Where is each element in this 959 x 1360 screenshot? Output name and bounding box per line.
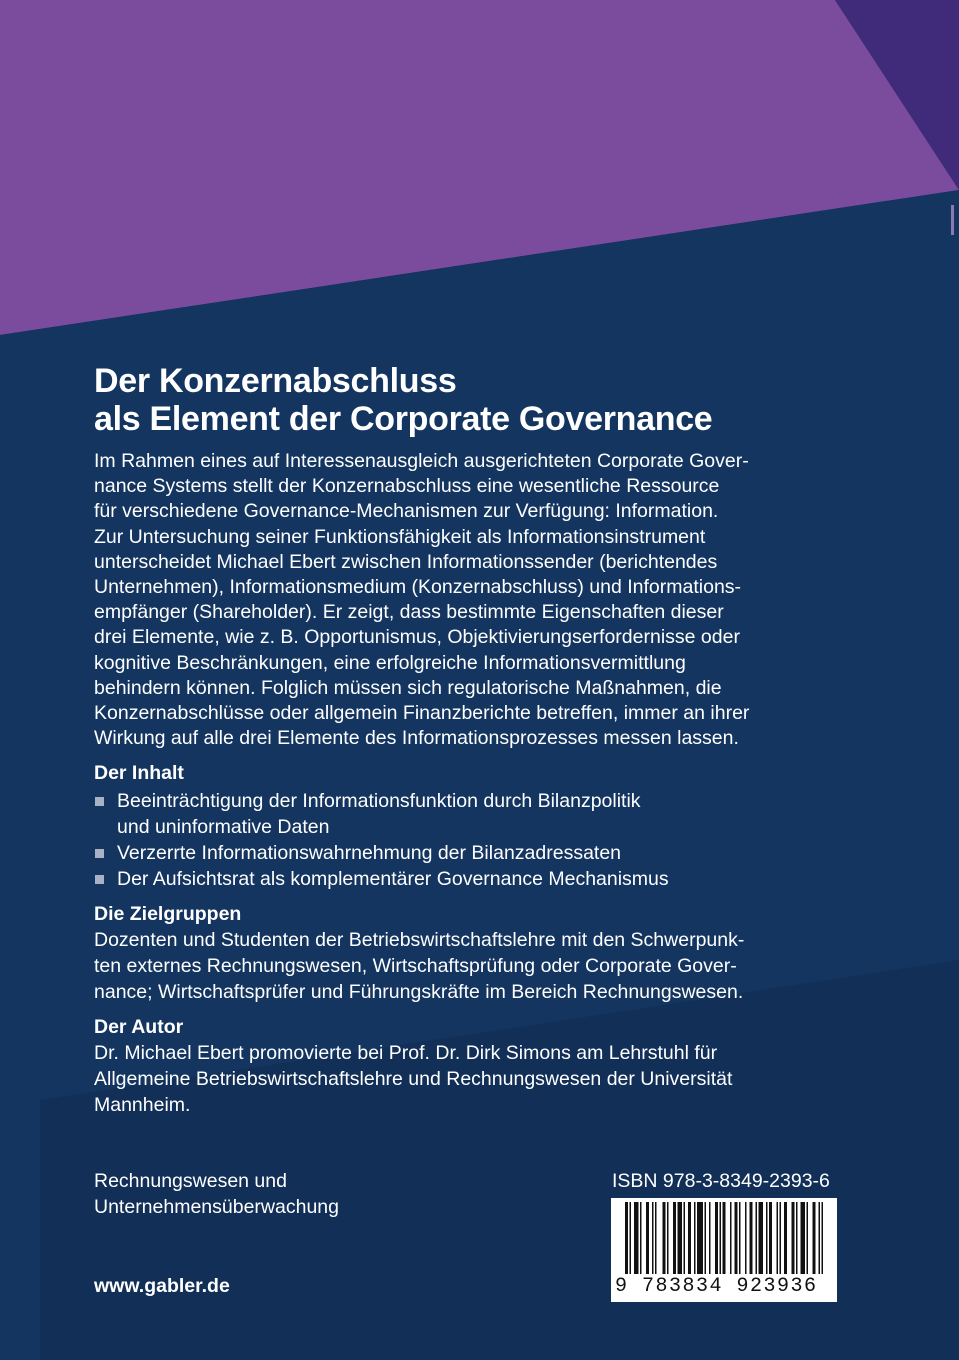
autor-line: Dr. Michael Ebert promovierte bei Prof. Dr. Dirk Simons am Lehrstuhl für: [94, 1042, 718, 1065]
barcode-bar: [723, 1202, 726, 1274]
intro-line: empfänger (Shareholder). Er zeigt, dass bestimmte Eigenschaften dieser: [94, 601, 724, 624]
list-item-text: und uninformative Daten: [117, 816, 330, 839]
barcode-bar: [684, 1202, 686, 1274]
barcode-bar: [750, 1202, 753, 1274]
list-item-text: Beeinträchtigung der Informationsfunktion durch Bilanzpolitik: [117, 790, 641, 813]
barcode-bar: [801, 1202, 806, 1274]
edge-mark: [951, 205, 954, 235]
back-cover-text: [94, 362, 846, 1118]
intro-line: kognitive Beschränkungen, eine erfolgreiche Informationsvermittlung: [94, 651, 686, 674]
zielgruppen-line: nance; Wirtschaftsprüfer und Führungskräfte im Bereich Rechnungswesen.: [94, 981, 744, 1004]
barcode-bar: [697, 1202, 703, 1274]
barcode-bar: [709, 1202, 711, 1274]
barcode-bar: [792, 1202, 795, 1274]
barcode-bar: [735, 1202, 738, 1274]
barcode-bar: [634, 1202, 639, 1274]
zielgruppen-line: ten externes Rechnungswesen, Wirtschaftsprüfung oder Corporate Gover-: [94, 955, 737, 978]
zielgruppen-paragraph: [94, 927, 846, 1005]
barcode-bar: [667, 1202, 669, 1274]
zielgruppen-line: Dozenten und Studenten der Betriebswirtschaftslehre mit den Schwerpunk-: [94, 929, 745, 952]
barcode-bar: [739, 1202, 741, 1274]
intro-line: drei Elemente, wie z. B. Opportunismus, Objektivierungserfordernisse oder: [94, 626, 740, 649]
inhalt-heading: Der Inhalt: [94, 762, 184, 785]
intro-line: Zur Untersuchung seiner Funktionsfähigkeit als Informationsinstrument: [94, 525, 706, 548]
list-item: [94, 840, 846, 866]
barcode-digits: 9 783834 923936: [615, 1275, 818, 1298]
list-item-text: Verzerrte Informationswahrnehmung der Bilanzadressaten: [117, 842, 622, 865]
autor-paragraph: [94, 1040, 846, 1118]
isbn-label: ISBN 978-3-8349-2393-6: [612, 1170, 830, 1192]
publisher-url: www.gabler.de: [94, 1275, 230, 1297]
barcode-bar: [673, 1202, 676, 1274]
barcode-bar: [646, 1202, 649, 1274]
barcode-bar: [694, 1202, 696, 1274]
barcode-bar: [640, 1202, 642, 1274]
barcode-bar: [688, 1202, 691, 1274]
title-line-2: als Element der Corporate Governance: [94, 400, 713, 438]
intro-paragraph: [94, 449, 846, 751]
intro-line: Unternehmen), Informationsmedium (Konzernabschluss) und Informations-: [94, 576, 742, 599]
barcode-bar: [630, 1202, 632, 1274]
barcode-bar: [777, 1202, 779, 1274]
barcode-bar: [663, 1202, 666, 1274]
series-line-1: Rechnungswesen und: [94, 1170, 287, 1192]
barcode-bar: [625, 1202, 628, 1274]
barcode-bar: [796, 1202, 798, 1274]
barcode-bar: [655, 1202, 657, 1274]
barcode-bar: [756, 1202, 758, 1274]
barcode-bar: [766, 1202, 768, 1274]
barcode-bar: [715, 1202, 718, 1274]
barcode-bar: [759, 1202, 764, 1274]
intro-line: Konzernabschlüsse oder allgemein Finanzberichte betreffen, immer an ihrer: [94, 702, 750, 725]
barcode-bar: [780, 1202, 782, 1274]
list-item: [94, 788, 846, 840]
series-name: [94, 1168, 339, 1220]
barcode-bar: [822, 1202, 824, 1274]
barcode-bar: [720, 1202, 722, 1274]
autor-line: Mannheim.: [94, 1094, 191, 1117]
barcode-bar: [652, 1202, 654, 1274]
list-item: [94, 866, 846, 892]
barcode-bar: [705, 1202, 707, 1274]
inhalt-list: [94, 788, 846, 892]
title-line-1: Der Konzernabschluss: [94, 362, 457, 400]
barcode-bar: [813, 1202, 816, 1274]
intro-line: für verschiedene Governance-Mechanismen zur Verfügung: Information.: [94, 500, 719, 523]
series-line-2: Unternehmensüberwachung: [94, 1196, 339, 1218]
barcode-bar: [678, 1202, 683, 1274]
barcode-bar: [807, 1202, 809, 1274]
list-item-text: Der Aufsichtsrat als komplementärer Governance Mechanismus: [117, 868, 669, 891]
book-title: [94, 362, 846, 438]
barcode-bar: [769, 1202, 772, 1274]
barcode-bar: [730, 1202, 732, 1274]
intro-line: nance Systems stellt der Konzernabschluss eine wesentliche Ressource: [94, 475, 720, 498]
autor-line: Allgemeine Betriebswirtschaftslehre und Rechnungswesen der Universität: [94, 1068, 733, 1091]
square-bullet-icon: [95, 875, 104, 884]
barcode-bar: [745, 1202, 747, 1274]
intro-line: unterscheidet Michael Ebert zwischen Informationssender (berichtendes: [94, 550, 718, 573]
square-bullet-icon: [95, 849, 104, 858]
intro-line: Im Rahmen eines auf Interessenausgleich ausgerichteten Corporate Gover-: [94, 450, 749, 472]
autor-heading: Der Autor: [94, 1016, 184, 1039]
square-bullet-icon: [95, 797, 104, 806]
barcode-bar: [819, 1202, 821, 1274]
intro-line: behindern können. Folglich müssen sich regulatorische Maßnahmen, die: [94, 676, 722, 699]
barcode-bar: [784, 1202, 787, 1274]
intro-line: Wirkung auf alle drei Elemente des Informationsprozesses messen lassen.: [94, 727, 739, 750]
zielgruppen-heading: Die Zielgruppen: [94, 903, 242, 926]
